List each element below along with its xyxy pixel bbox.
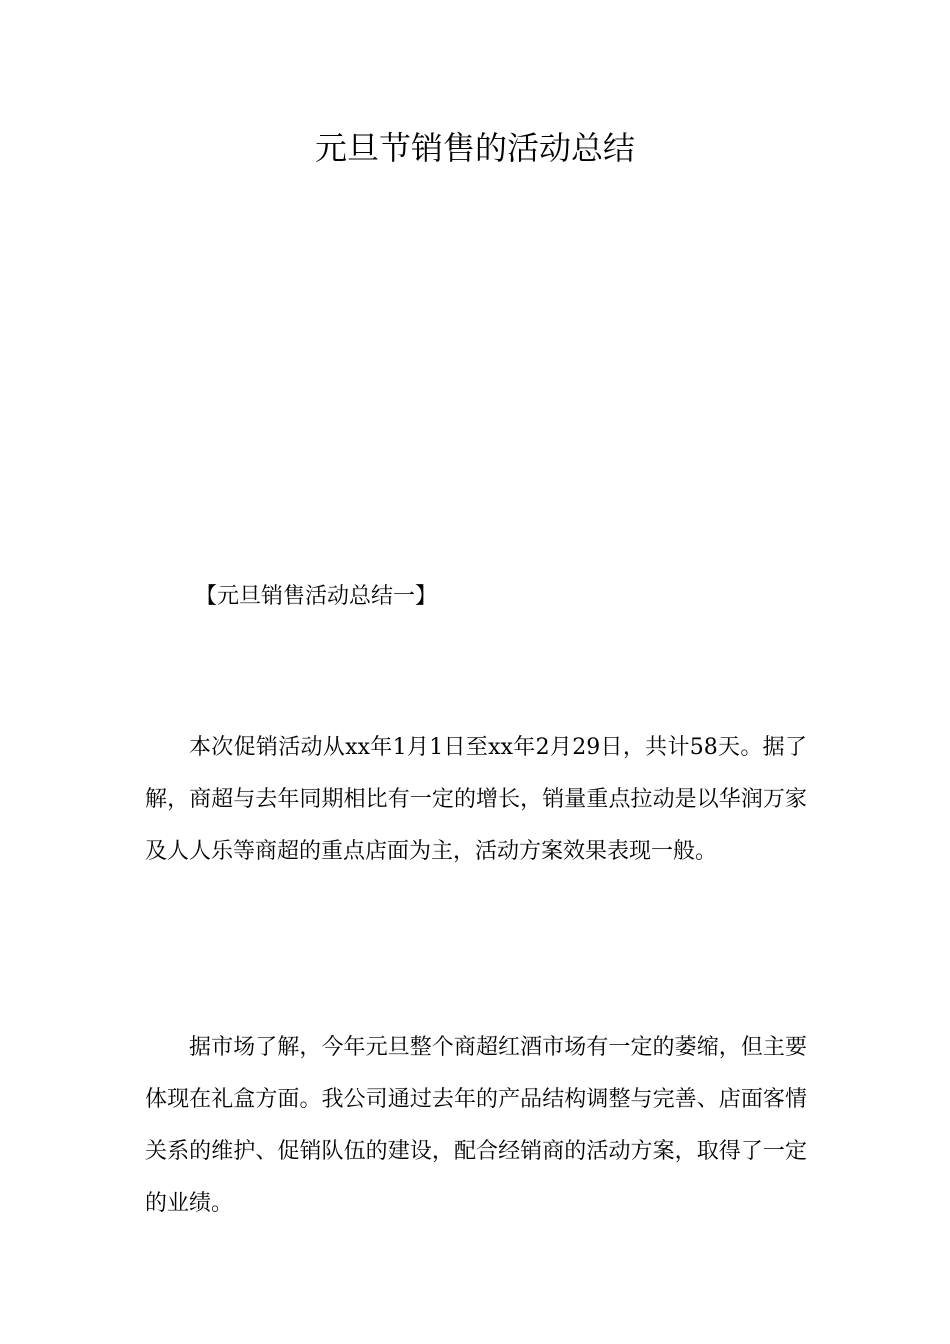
paragraph-activity-period: 本次促销活动从xx年1月1日至xx年2月29日，共计58天。据了解，商超与去年同期相比有一定的增长，销量重点拉动是以华润万家及人人乐等商超的重点店面为主，活动方案效果表现一般。: [145, 735, 807, 864]
section-heading: 【元旦销售活动总结一】: [195, 584, 438, 609]
paragraph-market-overview: 据市场了解，今年元旦整个商超红酒市场有一定的萎缩，但主要体现在礼盒方面。我公司通过去年的产品结构调整与完善、店面客情关系的维护、促销队伍的建设，配合经销商的活动方案，取得了一定的业绩。: [145, 1035, 807, 1216]
document-title: 元旦节销售的活动总结: [314, 129, 635, 167]
